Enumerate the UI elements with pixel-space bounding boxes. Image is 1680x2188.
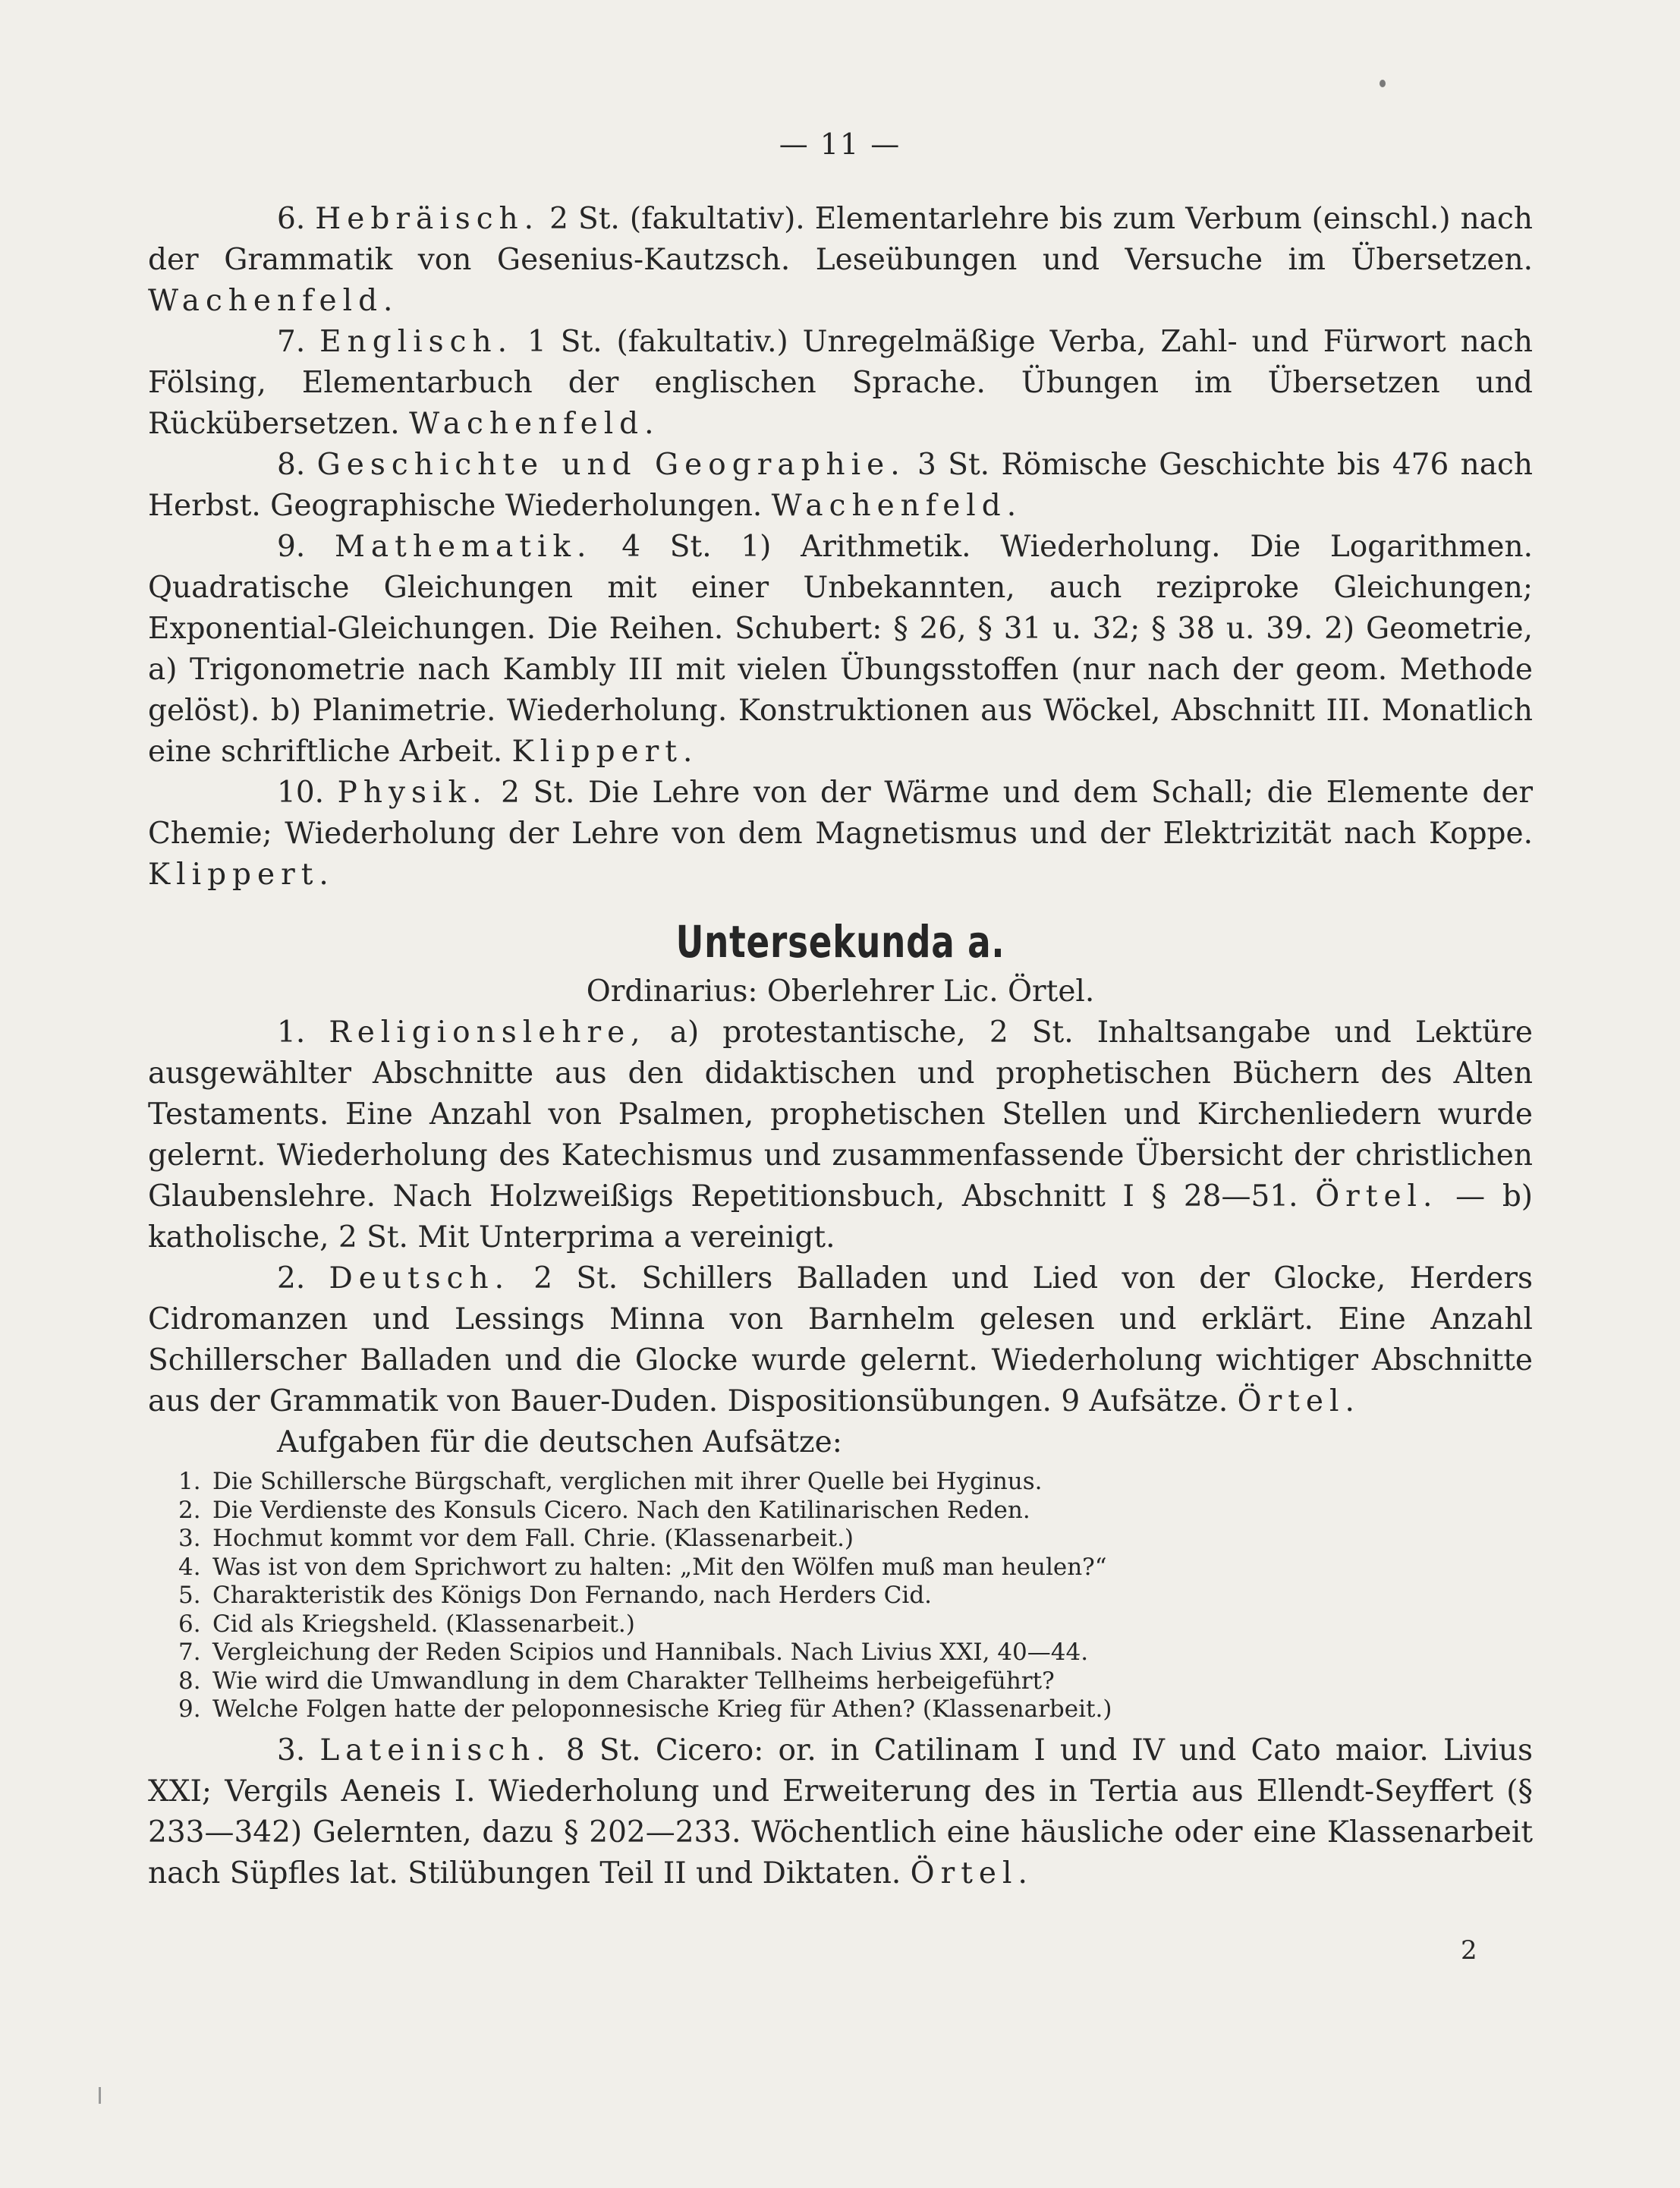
section-physik: 10. Physik. 2 St. Die Lehre von der Wärme und dem Schall; die Elemente der Chemie; Wiederholung der Lehre von dem Magnetismus und der Elektrizität nach Koppe. Klippert. (148, 776, 1534, 892)
subject-title: Lateinisch. (319, 1733, 552, 1768)
subject-title: Mathematik. (334, 530, 593, 564)
list-item: 6. Cid als Kriegsheld. (Klassenarbeit.) (178, 1610, 635, 1638)
section-mathematik: 9. Mathematik. 4 St. 1) Arithmetik. Wiederholung. Die Logarithmen. Quadratische Gleichungen mit einer Unbekannten, auch reziproke Gleichungen; Exponential-Gleichungen. Die Reihen. Schubert: § 26, § 31 u. 32; § 38 u. 39. 2) Geometrie, a) Trigonometrie nach Kambly III mit vielen Übungsstoffen (nur nach der geom. Methode gelöst). b) Planimetrie. Wiederholung. Konstruktionen aus Wöckel, Abschnitt III. Monatlich eine schriftliche Arbeit. Klippert. (148, 530, 1533, 769)
essay-topics-list (178, 1468, 1533, 1724)
section-geschichte: 8. Geschichte und Geographie. 3 St. Römische Geschichte bis 476 nach Herbst. Geographische Wiederholungen. Wachenfeld. (148, 448, 1534, 523)
list-item: 2. Die Verdienste des Konsuls Cicero. Nach den Katilinarischen Reden. (178, 1496, 1030, 1524)
subject-title: Hebräisch. (315, 202, 540, 236)
list-item: 1. Die Schillersche Bürgschaft, verglichen mit ihrer Quelle bei Hyginus. (178, 1468, 1043, 1495)
subject-title: Geschichte und Geographie. (316, 448, 906, 482)
ink-spot (1380, 80, 1386, 87)
subject-title: Deutsch. (329, 1261, 511, 1295)
section-deutsch: 2. Deutsch. 2 St. Schillers Balladen und Lied von der Glocke, Herders Cidromanzen und Lessings Minna von Barnhelm gelesen und erklärt. Eine Anzahl Schillerscher Balladen und die Glocke wurde gelernt. Wiederholung wichtiger Abschnitte aus der Grammatik von Bauer-Duden. Dispositionsübungen. 9 Aufsätze. Örtel. (148, 1261, 1534, 1418)
topics-heading: Aufgaben für die deutschen Aufsätze: (277, 1425, 842, 1459)
subject-title: Physik. (337, 776, 488, 810)
section-hebraeisch: 6. Hebräisch. 2 St. (fakultativ). Elementarlehre bis zum Verbum (einschl.) nach der Grammatik von Gesenius-Kautzsch. Leseübungen und Versuche im Übersetzen. Wachenfeld. (148, 202, 1534, 318)
section-latein: 3. Lateinisch. 8 St. Cicero: or. in Catilinam I und IV und Cato maior. Livius XXI; Vergils Aeneis I. Wiederholung und Erweiterung des in Tertia aus Ellendt-Seyffert (§ 233—342) Gelernten, dazu § 202—233. Wöchentlich eine häusliche oder eine Klassenarbeit nach Süpfles lat. Stilübungen Teil II und Diktaten. Örtel. (148, 1733, 1533, 1890)
teacher-name: Wachenfeld. (148, 284, 399, 318)
teacher-name: Örtel. (1315, 1179, 1439, 1214)
page-number: — 11 — (779, 128, 901, 161)
teacher-name: Wachenfeld. (771, 489, 1023, 523)
main-text (148, 199, 1533, 1894)
subject-title: Englisch. (319, 325, 514, 359)
teacher-name: Wachenfeld. (409, 407, 660, 441)
teacher-name: Klippert. (148, 858, 335, 892)
list-item: 9. Welche Folgen hatte der peloponnesische Krieg für Athen? (Klassenarbeit.) (178, 1695, 1112, 1723)
list-item: 7. Vergleichung der Reden Scipios und Hannibals. Nach Livius XXI, 40—44. (178, 1639, 1089, 1666)
list-item: 3. Hochmut kommt vor dem Fall. Chrie. (Klassenarbeit.) (178, 1525, 854, 1552)
section-englisch: 7. Englisch. 1 St. (fakultativ.) Unregelmäßige Verba, Zahl- und Fürwort nach Fölsing, Elementarbuch der englischen Sprache. Übungen im Übersetzen und Rückübersetzen. Wachenfeld. (148, 325, 1534, 441)
teacher-name: Klippert. (511, 735, 699, 769)
class-heading: Untersekunda a. (675, 916, 1005, 968)
list-item: 8. Wie wird die Umwandlung in dem Charakter Tellheims herbeigeführt? (178, 1667, 1055, 1695)
list-item: 4. Was ist von dem Sprichwort zu halten: „Mit den Wölfen muß man heulen?“ (178, 1553, 1107, 1581)
teacher-name: Örtel. (910, 1856, 1033, 1890)
ordinarius-line: Ordinarius: Oberlehrer Lic. Örtel. (586, 974, 1095, 1009)
signature-mark: 2 (1461, 1935, 1477, 1966)
margin-mark (99, 2087, 101, 2104)
section-religion: 1. Religionslehre, a) protestantische, 2 St. Inhaltsangabe und Lektüre ausgewählter Abschnitte aus den didaktischen und prophetischen Büchern des Alten Testaments. Eine Anzahl von Psalmen, prophetischen Stellen und Kirchenliedern wurde gelernt. Wiederholung des Katechismus und zusammenfassende Übersicht der christlichen Glaubenslehre. Nach Holzweißigs Repetitionsbuch, Abschnitt I § 28—51. Örtel. — b) katholische, 2 St. Mit Unterprima a vereinigt. (148, 1015, 1533, 1255)
list-item: 5. Charakteristik des Königs Don Fernando, nach Herders Cid. (178, 1582, 933, 1609)
subject-title: Religionslehre, (329, 1015, 647, 1050)
teacher-name: Örtel. (1237, 1384, 1361, 1418)
